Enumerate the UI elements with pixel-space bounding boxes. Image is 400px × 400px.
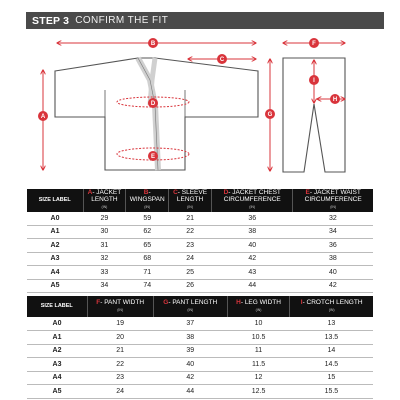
size-cell: A4 — [27, 266, 83, 280]
jacket-header-e: E- JACKET WAIST CIRCUMFERENCE (IN) — [293, 189, 373, 212]
value-cell: 29 — [83, 212, 126, 226]
value-cell: 42 — [293, 279, 373, 293]
value-cell: 36 — [293, 239, 373, 253]
value-cell: 22 — [87, 358, 153, 372]
jacket-header-c: C- SLEEVE LENGTH (IN) — [169, 189, 212, 212]
value-cell: 40 — [293, 266, 373, 280]
value-cell: 74 — [126, 279, 169, 293]
value-cell: 15 — [290, 371, 373, 385]
value-cell: 12 — [227, 371, 290, 385]
pant-header-f: F- PANT WIDTH (IN) — [87, 296, 153, 317]
value-cell: 71 — [126, 266, 169, 280]
table-row — [27, 252, 373, 266]
value-cell: 59 — [126, 212, 169, 226]
size-cell: A0 — [27, 317, 87, 331]
table-row — [27, 266, 373, 280]
value-cell: 37 — [153, 317, 227, 331]
value-cell: 40 — [153, 358, 227, 372]
label-i: I — [313, 78, 315, 85]
jacket-size-table — [27, 189, 373, 293]
size-cell: A5 — [27, 279, 83, 293]
label-e: E — [150, 154, 156, 161]
value-cell: 32 — [83, 252, 126, 266]
value-cell: 15.5 — [290, 385, 373, 399]
pant-header-i: I- CROTCH LENGTH (IN) — [290, 296, 373, 317]
table-row — [27, 225, 373, 239]
size-cell: A2 — [27, 239, 83, 253]
value-cell: 21 — [169, 212, 212, 226]
value-cell: 11 — [227, 344, 290, 358]
value-cell: 25 — [169, 266, 212, 280]
table-row — [27, 331, 373, 345]
value-cell: 23 — [169, 239, 212, 253]
size-cell: A1 — [27, 331, 87, 345]
label-c: C — [219, 57, 225, 64]
value-cell: 10.5 — [227, 331, 290, 345]
table-row — [27, 358, 373, 372]
step-header — [26, 12, 384, 29]
value-cell: 20 — [87, 331, 153, 345]
value-cell: 30 — [83, 225, 126, 239]
value-cell: 32 — [293, 212, 373, 226]
value-cell: 11.5 — [227, 358, 290, 372]
size-cell: A3 — [27, 358, 87, 372]
size-cell: A1 — [27, 225, 83, 239]
value-cell: 34 — [83, 279, 126, 293]
value-cell: 38 — [212, 225, 293, 239]
value-cell: 39 — [153, 344, 227, 358]
pant-header-g: G- PANT LENGTH (IN) — [153, 296, 227, 317]
value-cell: 21 — [87, 344, 153, 358]
size-cell: A4 — [27, 371, 87, 385]
value-cell: 44 — [212, 279, 293, 293]
value-cell: 26 — [169, 279, 212, 293]
jacket-header-d: D- JACKET CHEST CIRCUMFERENCE (IN) — [212, 189, 293, 212]
value-cell: 34 — [293, 225, 373, 239]
table-row — [27, 344, 373, 358]
size-cell: A3 — [27, 252, 83, 266]
value-cell: 10 — [227, 317, 290, 331]
value-cell: 14 — [290, 344, 373, 358]
table-row — [27, 317, 373, 331]
step-number: STEP 3 — [32, 14, 70, 27]
value-cell: 38 — [153, 331, 227, 345]
gi-diagram — [0, 30, 400, 180]
value-cell: 12.5 — [227, 385, 290, 399]
label-b: B — [150, 41, 156, 48]
value-cell: 22 — [169, 225, 212, 239]
value-cell: 13.5 — [290, 331, 373, 345]
size-cell: A5 — [27, 385, 87, 399]
label-f: F — [312, 41, 316, 48]
table-row — [27, 212, 373, 226]
pant-header-row — [27, 296, 373, 317]
jacket-header-size: SIZE LABEL — [27, 189, 83, 212]
pant-size-table — [27, 296, 373, 399]
jacket-header-row — [27, 189, 373, 212]
value-cell: 43 — [212, 266, 293, 280]
jacket-header-a: A- JACKET LENGTH (IN) — [83, 189, 126, 212]
value-cell: 13 — [290, 317, 373, 331]
step-title: CONFIRM THE FIT — [75, 15, 169, 26]
table-row — [27, 239, 373, 253]
value-cell: 14.5 — [290, 358, 373, 372]
value-cell: 42 — [212, 252, 293, 266]
value-cell: 44 — [153, 385, 227, 399]
value-cell: 62 — [126, 225, 169, 239]
value-cell: 24 — [87, 385, 153, 399]
table-row — [27, 371, 373, 385]
pant-header-h: H- LEG WIDTH (IN) — [227, 296, 290, 317]
value-cell: 31 — [83, 239, 126, 253]
label-h: H — [332, 97, 338, 104]
label-g: G — [267, 112, 273, 119]
value-cell: 36 — [212, 212, 293, 226]
value-cell: 23 — [87, 371, 153, 385]
jacket-header-b: B- WINGSPAN (IN) — [126, 189, 169, 212]
value-cell: 19 — [87, 317, 153, 331]
value-cell: 68 — [126, 252, 169, 266]
table-row — [27, 279, 373, 293]
value-cell: 38 — [293, 252, 373, 266]
value-cell: 65 — [126, 239, 169, 253]
value-cell: 24 — [169, 252, 212, 266]
value-cell: 33 — [83, 266, 126, 280]
label-a: A — [40, 114, 46, 121]
size-cell: A0 — [27, 212, 83, 226]
size-cell: A2 — [27, 344, 87, 358]
label-d: D — [150, 101, 156, 108]
pant-header-size: SIZE LABEL — [27, 296, 87, 317]
value-cell: 40 — [212, 239, 293, 253]
value-cell: 42 — [153, 371, 227, 385]
table-row — [27, 385, 373, 399]
